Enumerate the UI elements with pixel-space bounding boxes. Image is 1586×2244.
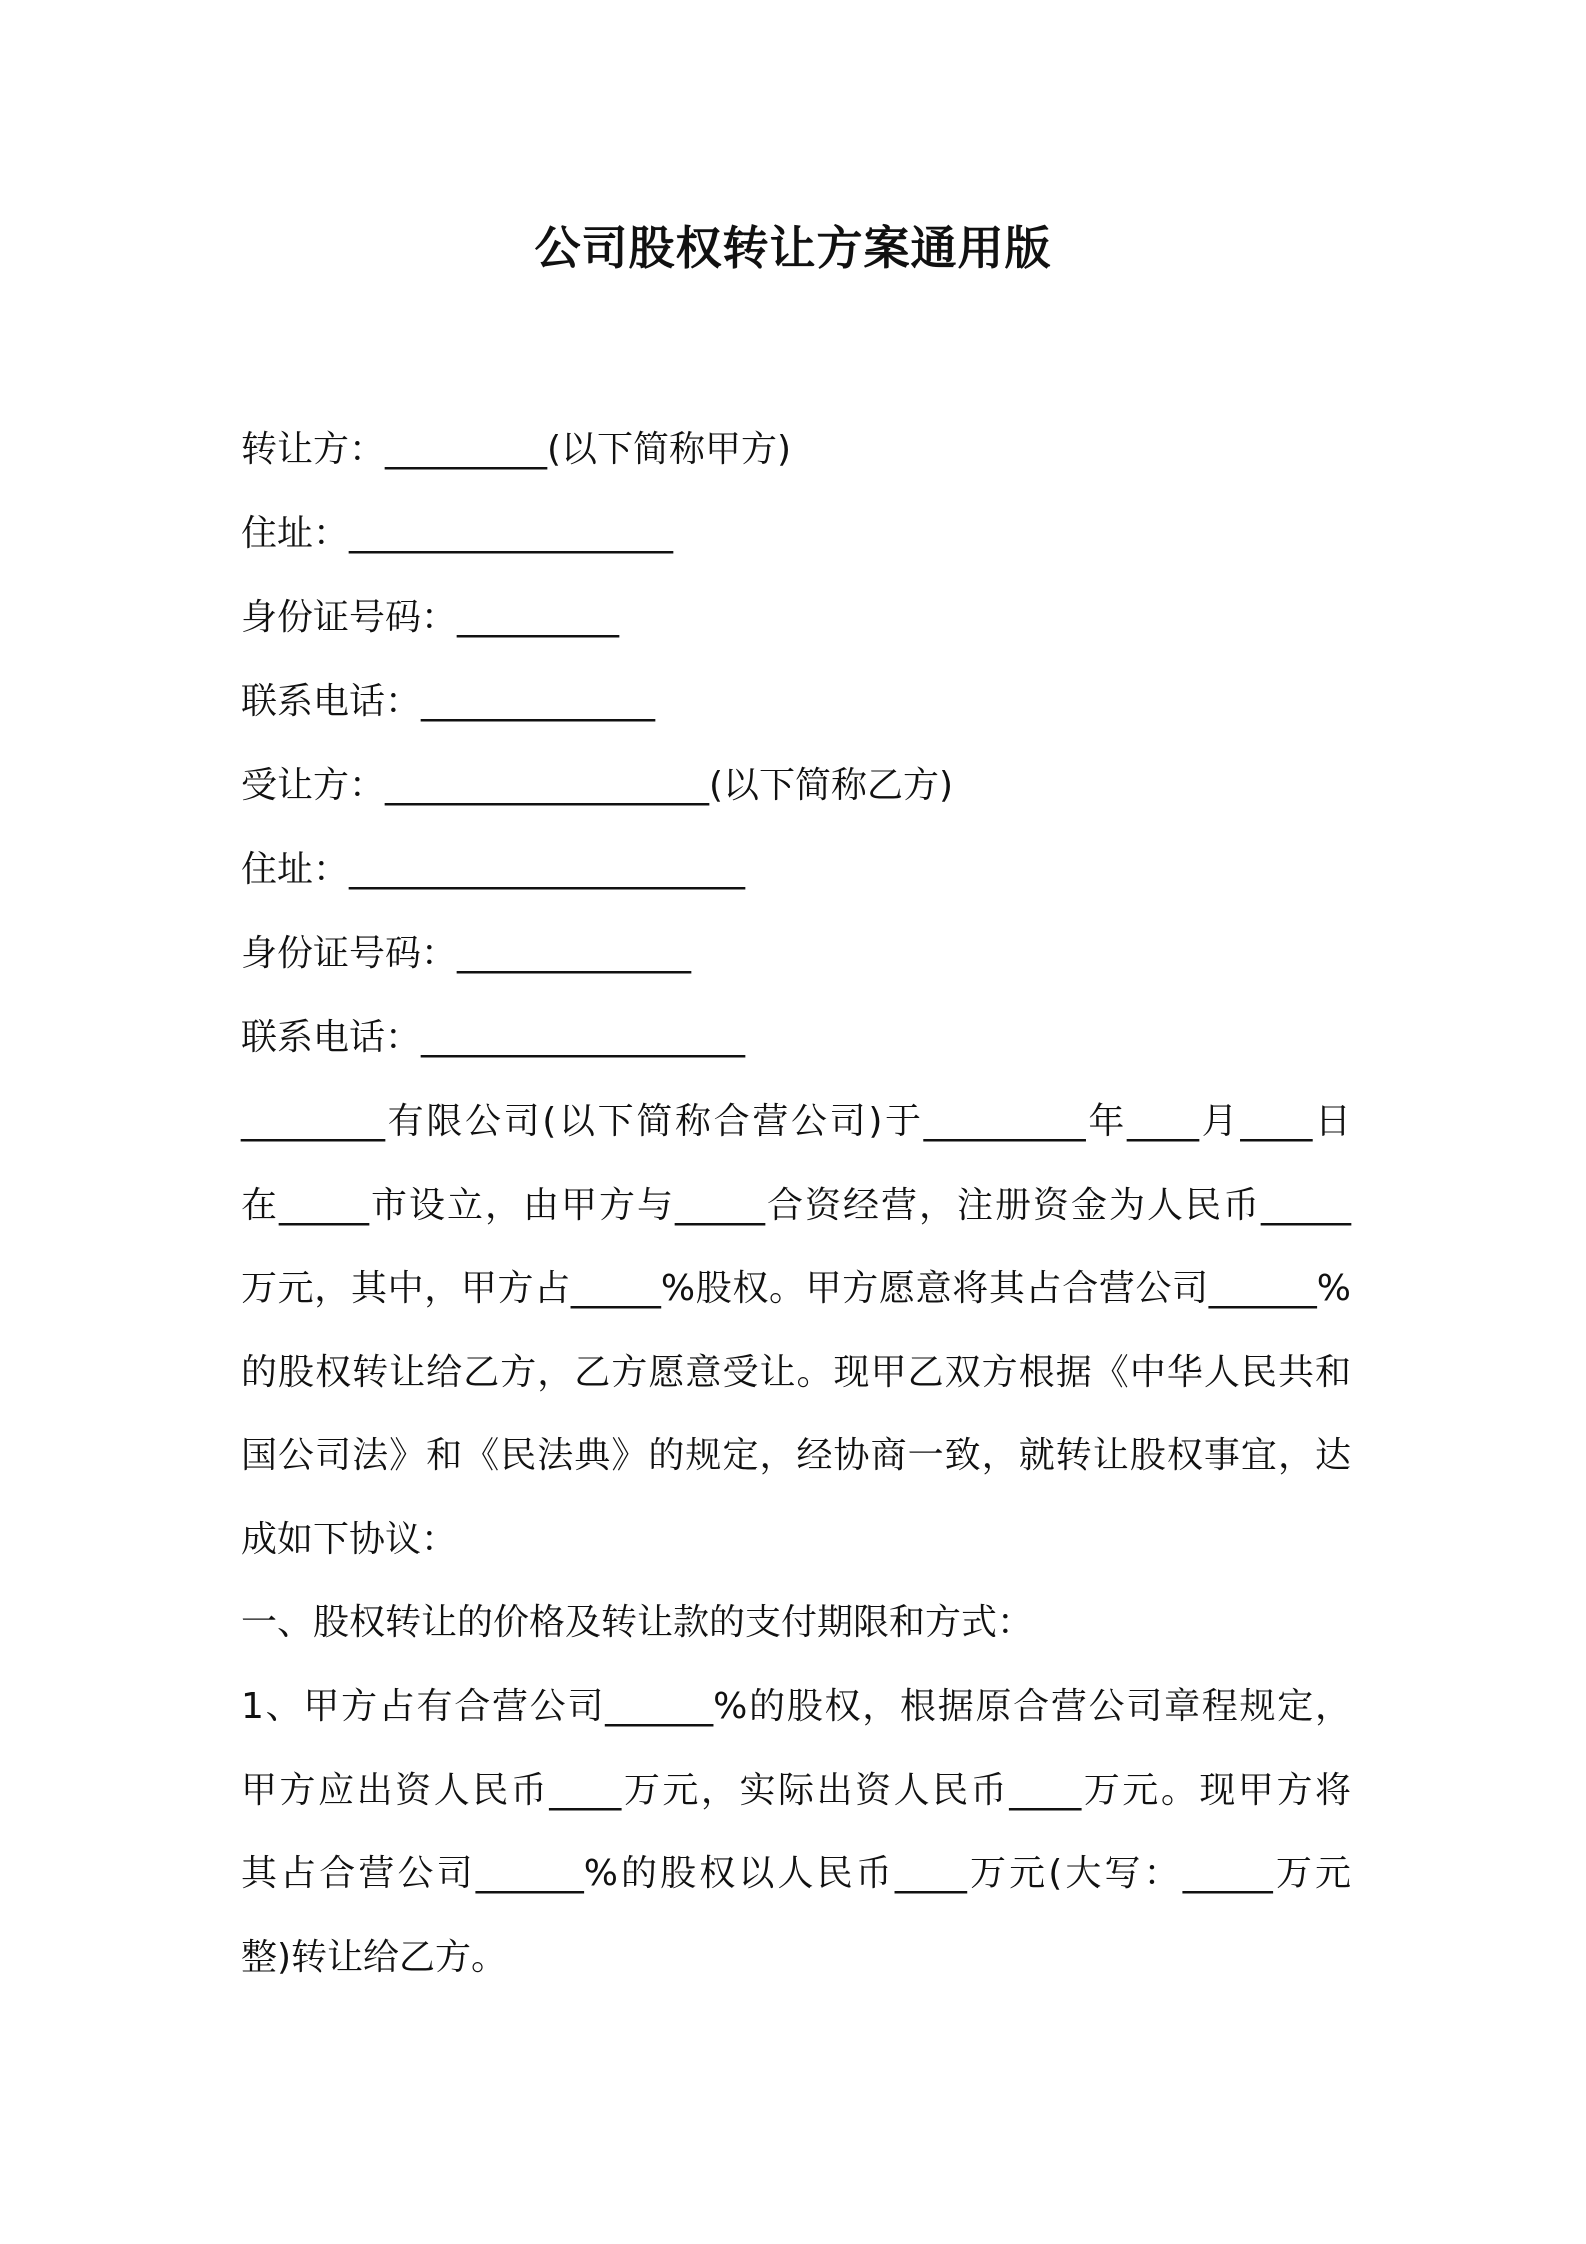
intro-line: 国公司法》和《民法典》的规定，经协商一致，就转让股权事宜，达 — [241, 1435, 1351, 1476]
intro-line: 在_____市设立，由甲方与_____合资经营，注册资金为人民币_____ — [241, 1184, 1351, 1226]
clause-line: 甲方应出资人民币____万元，实际出资人民币____万元。现甲方将 — [241, 1769, 1351, 1811]
transferee-phone-field: 联系电话：__________________ — [241, 1017, 746, 1058]
intro-line: 成如下协议： — [241, 1518, 458, 1560]
transferor-phone-field: 联系电话：_____________ — [241, 681, 656, 722]
clause-line: 整)转让给乙方。 — [241, 1936, 508, 1978]
document-body — [241, 408, 1351, 1999]
transferor-address-field: 住址：__________________ — [241, 513, 674, 554]
clause-line: 其占合营公司______%的股权以人民币____万元(大写：_____万元 — [241, 1853, 1351, 1894]
intro-line: ________有限公司(以下简称合营公司)于_________年____月____日 — [241, 1101, 1351, 1142]
transferee-name-field: 受让方：__________________(以下简称乙方) — [241, 765, 954, 806]
section-heading: 一、股权转让的价格及转让款的支付期限和方式： — [241, 1602, 1034, 1643]
transferee-id-field: 身份证号码：_____________ — [241, 933, 692, 974]
transferor-name-field: 转让方：_________(以下简称甲方) — [241, 429, 792, 470]
transferee-address-field: 住址：______________________ — [241, 849, 746, 890]
intro-paragraph — [241, 1080, 1351, 1581]
intro-line: 万元，其中，甲方占_____%股权。甲方愿意将其占合营公司______% — [241, 1268, 1351, 1309]
document-title: 公司股权转让方案通用版 — [534, 221, 1052, 275]
clause-line: 1、甲方占有合营公司______%的股权，根据原合营公司章程规定， — [241, 1686, 1351, 1727]
intro-line: 的股权转让给乙方，乙方愿意受让。现甲乙双方根据《中华人民共和 — [241, 1351, 1351, 1393]
clause-1-paragraph — [241, 1665, 1351, 1999]
transferor-id-field: 身份证号码：_________ — [241, 597, 620, 638]
